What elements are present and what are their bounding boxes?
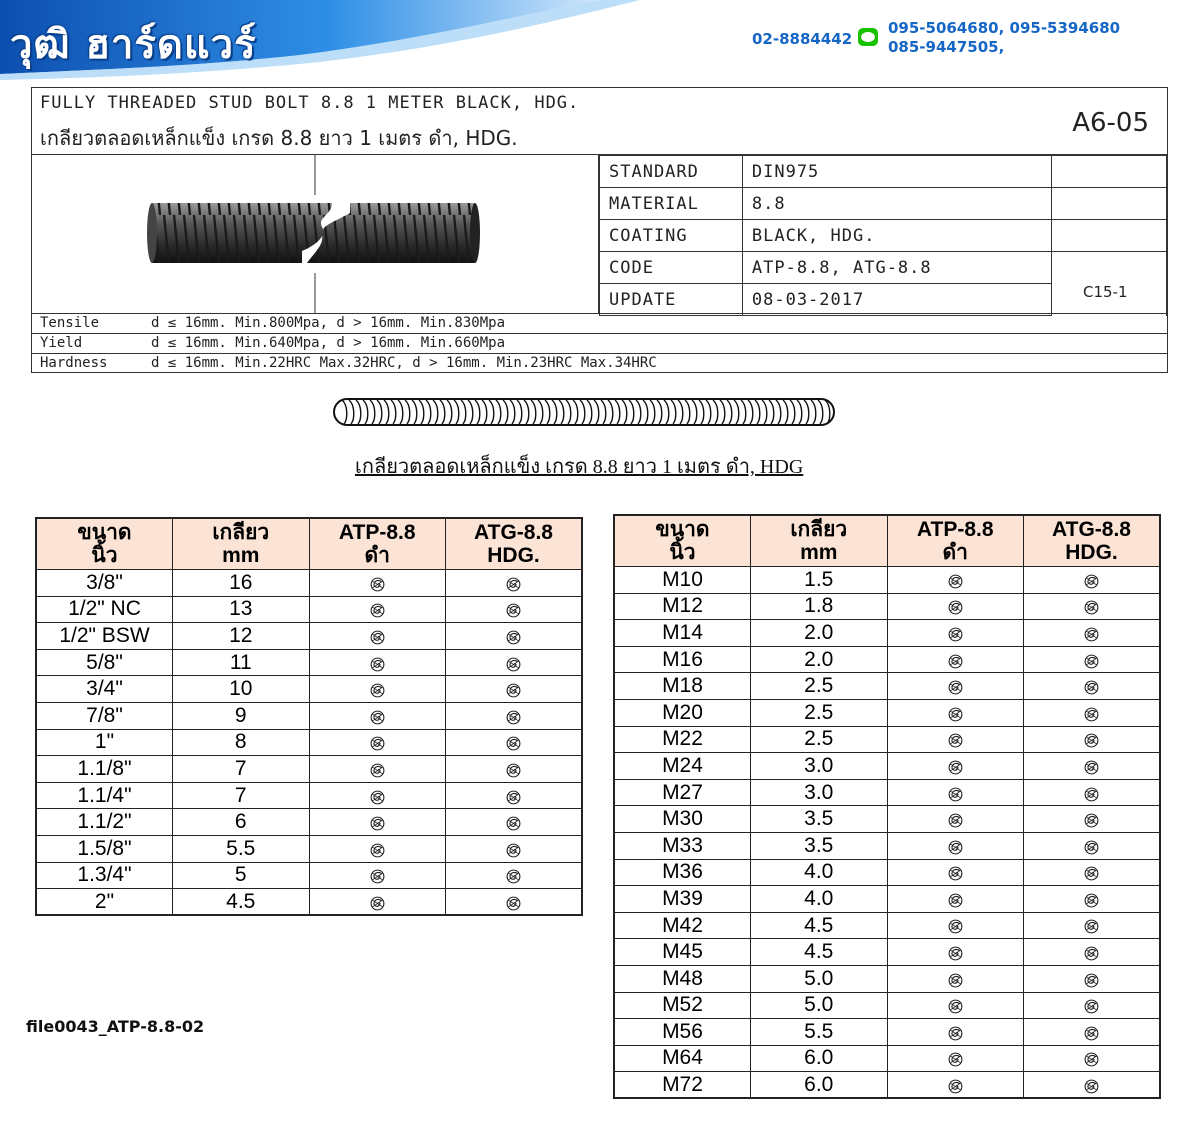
spec-empty-cell (1052, 252, 1167, 284)
mobile-numbers (888, 19, 1120, 57)
spiral-available-icon (1083, 572, 1100, 589)
pitch-cell: 4.5 (751, 939, 888, 966)
table-row (36, 809, 582, 836)
table-row (614, 1019, 1160, 1046)
spiral-available-icon (947, 785, 964, 802)
spiral-available-icon (947, 971, 964, 988)
product-title-en: FULLY THREADED STUD BOLT 8.8 1 METER BLACK, HDG. (40, 93, 580, 113)
atg-cell (1024, 593, 1161, 620)
spiral-available-icon (947, 678, 964, 695)
file-name-label: file0043_ATP-8.8-02 (26, 1017, 205, 1036)
size-cell: M16 (614, 646, 751, 673)
pitch-cell: 6.0 (751, 1072, 888, 1099)
atg-cell (1024, 912, 1161, 939)
table-header-row (614, 515, 1160, 567)
table-row (614, 806, 1160, 833)
atp-cell (309, 809, 446, 836)
atp-cell (887, 1019, 1024, 1046)
atg-cell (1024, 620, 1161, 647)
atg-cell (1024, 992, 1161, 1019)
spec-value: 8.8 (742, 188, 1051, 220)
table-row (614, 886, 1160, 913)
side-code: C15-1 (1083, 283, 1128, 301)
spiral-available-icon (947, 917, 964, 934)
product-title-th: เกลียวตลอดเหล็กแข็ง เกรด 8.8 ยาว 1 เมตร ดำ, HDG. (40, 126, 518, 150)
spiral-available-icon (369, 814, 386, 831)
size-cell: M39 (614, 886, 751, 913)
pitch-cell: 5.5 (751, 1019, 888, 1046)
property-key: Yield (40, 335, 83, 351)
atg-cell (446, 756, 583, 783)
atp-cell (887, 673, 1024, 700)
spiral-available-icon (1083, 971, 1100, 988)
atg-cell (1024, 806, 1161, 833)
stud-bolt-illustration (32, 155, 599, 313)
spiral-available-icon (505, 575, 522, 592)
phone-number: 02-8884442 (752, 30, 853, 48)
metric-size-table (613, 514, 1161, 1099)
mobile-line-2: 085-9447505, (888, 38, 1005, 56)
size-cell: 3/4" (36, 676, 173, 703)
col-header-atg: ATG-8.8 HDG. (1024, 515, 1161, 567)
pitch-cell: 2.5 (751, 699, 888, 726)
col-header-size: ขนาด นิ้ว (614, 515, 751, 567)
pitch-cell: 5.0 (751, 965, 888, 992)
atg-cell (1024, 699, 1161, 726)
pitch-cell: 6 (173, 809, 310, 836)
spiral-available-icon (505, 867, 522, 884)
table-row (614, 992, 1160, 1019)
spiral-available-icon (947, 625, 964, 642)
size-cell: 2" (36, 889, 173, 916)
table-row (614, 859, 1160, 886)
atp-cell (309, 570, 446, 597)
atp-cell (309, 702, 446, 729)
atp-cell (887, 939, 1024, 966)
spiral-available-icon (505, 894, 522, 911)
col-header-atp: ATP-8.8 ดำ (887, 515, 1024, 567)
atp-cell (309, 835, 446, 862)
title-row (32, 88, 1167, 155)
spiral-available-icon (505, 655, 522, 672)
spiral-available-icon (947, 944, 964, 961)
atp-cell (309, 596, 446, 623)
size-cell: 7/8" (36, 702, 173, 729)
pitch-cell: 5.5 (173, 835, 310, 862)
property-row-yield (32, 333, 1167, 353)
pitch-cell: 5.0 (751, 992, 888, 1019)
spiral-available-icon (1083, 1050, 1100, 1067)
spiral-available-icon (1083, 598, 1100, 615)
atg-cell (1024, 726, 1161, 753)
table-row (36, 702, 582, 729)
spiral-available-icon (505, 681, 522, 698)
pitch-cell: 11 (173, 649, 310, 676)
pitch-cell: 3.0 (751, 779, 888, 806)
property-value: d ≤ 16mm. Min.800Mpa, d > 16mm. Min.830Mpa (151, 315, 506, 331)
size-cell: M52 (614, 992, 751, 1019)
spiral-available-icon (947, 652, 964, 669)
spec-row (600, 284, 1167, 316)
atg-cell (1024, 832, 1161, 859)
pitch-cell: 16 (173, 570, 310, 597)
catalog-code: A6-05 (1072, 108, 1149, 138)
spiral-available-icon (1083, 731, 1100, 748)
size-cell: M30 (614, 806, 751, 833)
size-cell: M14 (614, 620, 751, 647)
pitch-cell: 8 (173, 729, 310, 756)
spiral-available-icon (369, 708, 386, 725)
atg-cell (1024, 1045, 1161, 1072)
spiral-available-icon (1083, 838, 1100, 855)
atg-cell (1024, 753, 1161, 780)
pitch-cell: 7 (173, 756, 310, 783)
stud-bolt-image (32, 155, 599, 313)
spec-key: CODE (600, 252, 743, 284)
size-cell: 5/8" (36, 649, 173, 676)
spiral-available-icon (369, 894, 386, 911)
pitch-cell: 6.0 (751, 1045, 888, 1072)
atg-cell (1024, 886, 1161, 913)
size-cell: M48 (614, 965, 751, 992)
spiral-available-icon (1083, 625, 1100, 642)
spiral-available-icon (369, 867, 386, 884)
spec-key: STANDARD (600, 156, 743, 188)
spiral-available-icon (505, 761, 522, 778)
atg-cell (446, 835, 583, 862)
col-header-size: ขนาด นิ้ว (36, 518, 173, 570)
size-cell: M12 (614, 593, 751, 620)
page-header (0, 0, 1200, 80)
pitch-cell: 9 (173, 702, 310, 729)
col-header-atg: ATG-8.8 HDG. (446, 518, 583, 570)
size-cell: M33 (614, 832, 751, 859)
size-cell: M42 (614, 912, 751, 939)
pitch-cell: 2.5 (751, 673, 888, 700)
property-value: d ≤ 16mm. Min.22HRC Max.32HRC, d > 16mm. Min.23HRC Max.34HRC (151, 355, 657, 371)
size-cell: M10 (614, 567, 751, 594)
table-row (614, 567, 1160, 594)
spiral-available-icon (1083, 1077, 1100, 1094)
table-row (614, 965, 1160, 992)
spiral-available-icon (369, 841, 386, 858)
table-row (36, 889, 582, 916)
atg-cell (446, 862, 583, 889)
pitch-cell: 5 (173, 862, 310, 889)
table-row (614, 726, 1160, 753)
col-header-atp: ATP-8.8 ดำ (309, 518, 446, 570)
atp-cell (887, 1045, 1024, 1072)
size-cell: M45 (614, 939, 751, 966)
table-row (614, 699, 1160, 726)
size-cell: 1/2" BSW (36, 623, 173, 650)
spiral-available-icon (1083, 811, 1100, 828)
size-cell: 3/8" (36, 570, 173, 597)
pitch-cell: 7 (173, 782, 310, 809)
spec-row (600, 220, 1167, 252)
spiral-available-icon (1083, 652, 1100, 669)
spiral-available-icon (369, 655, 386, 672)
spiral-available-icon (1083, 917, 1100, 934)
atp-cell (309, 889, 446, 916)
spiral-available-icon (369, 761, 386, 778)
atg-cell (446, 596, 583, 623)
spiral-available-icon (947, 838, 964, 855)
table-row (36, 862, 582, 889)
atp-cell (887, 886, 1024, 913)
atp-cell (887, 779, 1024, 806)
table-row (614, 673, 1160, 700)
spiral-available-icon (947, 572, 964, 589)
atg-cell (1024, 965, 1161, 992)
pitch-cell: 2.0 (751, 620, 888, 647)
atp-cell (309, 729, 446, 756)
line-app-icon (858, 28, 878, 46)
spiral-available-icon (369, 734, 386, 751)
spec-row (600, 252, 1167, 284)
size-cell: M18 (614, 673, 751, 700)
spiral-available-icon (947, 891, 964, 908)
atp-cell (887, 726, 1024, 753)
spiral-available-icon (505, 841, 522, 858)
inch-table-body (36, 570, 582, 916)
size-cell: 1.1/4" (36, 782, 173, 809)
size-cell: 1.1/2" (36, 809, 173, 836)
atp-cell (887, 699, 1024, 726)
atp-cell (887, 832, 1024, 859)
spiral-available-icon (1083, 1024, 1100, 1041)
atp-cell (887, 912, 1024, 939)
spec-box (31, 87, 1168, 373)
atg-cell (446, 676, 583, 703)
brand-logo-text: วุฒิ ฮาร์ดแวร์ (10, 22, 257, 68)
spec-value: DIN975 (742, 156, 1051, 188)
spiral-available-icon (369, 601, 386, 618)
spiral-available-icon (505, 708, 522, 725)
metric-table-body (614, 567, 1160, 1099)
pitch-cell: 10 (173, 676, 310, 703)
property-key: Tensile (40, 315, 100, 331)
table-row (614, 939, 1160, 966)
atg-cell (1024, 859, 1161, 886)
atp-cell (309, 623, 446, 650)
spiral-available-icon (947, 864, 964, 881)
mobile-line-1: 095-5064680, 095-5394680 (888, 19, 1121, 37)
spec-empty-cell (1052, 156, 1167, 188)
atp-cell (887, 1072, 1024, 1099)
pitch-cell: 3.0 (751, 753, 888, 780)
atg-cell (446, 570, 583, 597)
spiral-available-icon (947, 997, 964, 1014)
spiral-available-icon (947, 1077, 964, 1094)
atp-cell (887, 567, 1024, 594)
table-row (614, 1072, 1160, 1099)
spec-key: UPDATE (600, 284, 743, 316)
product-caption: เกลียวตลอดเหล็กแข็ง เกรด 8.8 ยาว 1 เมตร ดำ, HDG (355, 456, 804, 478)
atg-cell (1024, 646, 1161, 673)
spec-empty-cell (1052, 220, 1167, 252)
property-row-tensile (32, 313, 1167, 333)
pitch-cell: 4.0 (751, 886, 888, 913)
atp-cell (887, 859, 1024, 886)
table-row (36, 756, 582, 783)
spiral-available-icon (1083, 891, 1100, 908)
spiral-available-icon (369, 628, 386, 645)
size-cell: M36 (614, 859, 751, 886)
pitch-cell: 4.5 (173, 889, 310, 916)
pitch-cell: 1.8 (751, 593, 888, 620)
table-row (36, 649, 582, 676)
size-cell: M56 (614, 1019, 751, 1046)
spec-empty-cell (1052, 188, 1167, 220)
pitch-cell: 13 (173, 596, 310, 623)
spiral-available-icon (1083, 864, 1100, 881)
spiral-available-icon (505, 814, 522, 831)
atp-cell (887, 992, 1024, 1019)
table-row (614, 1045, 1160, 1072)
property-row-hardness (32, 353, 1167, 373)
spec-key: MATERIAL (600, 188, 743, 220)
size-cell: 1" (36, 729, 173, 756)
table-row (614, 593, 1160, 620)
inch-size-table (35, 517, 583, 916)
atp-cell (309, 676, 446, 703)
atg-cell (446, 623, 583, 650)
size-cell: M24 (614, 753, 751, 780)
spec-key: COATING (600, 220, 743, 252)
pitch-cell: 4.5 (751, 912, 888, 939)
atp-cell (309, 782, 446, 809)
atg-cell (446, 649, 583, 676)
spiral-available-icon (1083, 705, 1100, 722)
pitch-cell: 2.5 (751, 726, 888, 753)
spec-value: ATP-8.8, ATG-8.8 (742, 252, 1051, 284)
spiral-available-icon (1083, 785, 1100, 802)
size-cell: M27 (614, 779, 751, 806)
atg-cell (1024, 673, 1161, 700)
spiral-available-icon (369, 575, 386, 592)
table-row (36, 570, 582, 597)
spiral-available-icon (947, 758, 964, 775)
spiral-available-icon (369, 681, 386, 698)
table-row (36, 835, 582, 862)
spec-row (600, 156, 1167, 188)
spiral-available-icon (947, 1050, 964, 1067)
pitch-cell: 12 (173, 623, 310, 650)
spiral-available-icon (505, 601, 522, 618)
threaded-rod-drawing (330, 395, 842, 429)
size-cell: 1.1/8" (36, 756, 173, 783)
spiral-available-icon (1083, 678, 1100, 695)
size-cell: M20 (614, 699, 751, 726)
spiral-available-icon (505, 628, 522, 645)
spiral-available-icon (947, 598, 964, 615)
atp-cell (309, 862, 446, 889)
pitch-cell: 1.5 (751, 567, 888, 594)
table-row (36, 623, 582, 650)
atg-cell (446, 889, 583, 916)
spiral-available-icon (947, 811, 964, 828)
table-row (614, 620, 1160, 647)
spiral-available-icon (505, 734, 522, 751)
table-row (36, 676, 582, 703)
table-row (614, 912, 1160, 939)
property-key: Hardness (40, 355, 108, 371)
atg-cell (1024, 779, 1161, 806)
table-row (614, 753, 1160, 780)
table-row (36, 782, 582, 809)
pitch-cell: 2.0 (751, 646, 888, 673)
size-cell: M22 (614, 726, 751, 753)
table-header-row (36, 518, 582, 570)
atg-cell (1024, 1019, 1161, 1046)
table-row (614, 646, 1160, 673)
col-header-pitch: เกลียว mm (751, 515, 888, 567)
size-cell: 1/2" NC (36, 596, 173, 623)
spec-value: BLACK, HDG. (742, 220, 1051, 252)
col-header-pitch: เกลียว mm (173, 518, 310, 570)
spec-value: 08-03-2017 (742, 284, 1051, 316)
atg-cell (1024, 1072, 1161, 1099)
spiral-available-icon (1083, 997, 1100, 1014)
table-row (36, 729, 582, 756)
atp-cell (887, 965, 1024, 992)
atp-cell (309, 756, 446, 783)
atg-cell (446, 782, 583, 809)
spiral-available-icon (947, 705, 964, 722)
property-value: d ≤ 16mm. Min.640Mpa, d > 16mm. Min.660Mpa (151, 335, 506, 351)
spiral-available-icon (369, 788, 386, 805)
atp-cell (887, 806, 1024, 833)
spiral-available-icon (505, 788, 522, 805)
atg-cell (1024, 939, 1161, 966)
spec-row (600, 188, 1167, 220)
spiral-available-icon (1083, 944, 1100, 961)
pitch-cell: 3.5 (751, 832, 888, 859)
pitch-cell: 3.5 (751, 806, 888, 833)
size-cell: 1.3/4" (36, 862, 173, 889)
atp-cell (887, 753, 1024, 780)
atg-cell (446, 809, 583, 836)
pitch-cell: 4.0 (751, 859, 888, 886)
atg-cell (446, 729, 583, 756)
atp-cell (309, 649, 446, 676)
atg-cell (1024, 567, 1161, 594)
table-row (36, 596, 582, 623)
spec-table (599, 155, 1167, 316)
size-cell: M64 (614, 1045, 751, 1072)
atg-cell (446, 702, 583, 729)
spiral-available-icon (1083, 758, 1100, 775)
spiral-available-icon (947, 1024, 964, 1041)
table-row (614, 779, 1160, 806)
atp-cell (887, 646, 1024, 673)
spiral-available-icon (947, 731, 964, 748)
size-cell: M72 (614, 1072, 751, 1099)
size-cell: 1.5/8" (36, 835, 173, 862)
atp-cell (887, 593, 1024, 620)
table-row (614, 832, 1160, 859)
atp-cell (887, 620, 1024, 647)
